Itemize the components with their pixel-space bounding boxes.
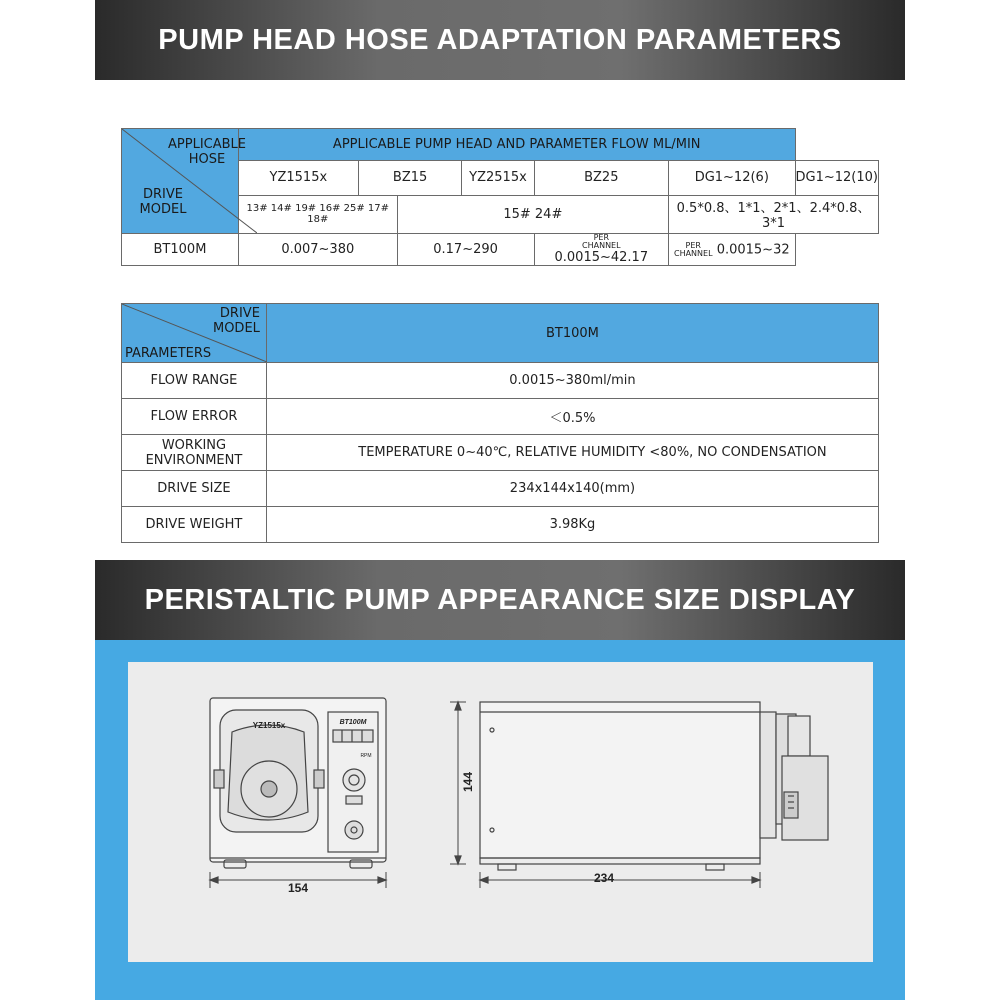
hose-cell: 0.5*0.8、1*1、2*1、2.4*0.8、3*1 bbox=[669, 195, 879, 233]
speed-dial-icon bbox=[343, 769, 365, 791]
banner-title: PUMP HEAD HOSE ADAPTATION PARAMETERS bbox=[158, 23, 842, 56]
per-channel-label: PER CHANNEL bbox=[673, 240, 713, 258]
corner-top-label: APPLICABLE HOSE bbox=[168, 137, 246, 167]
side-length-label: 234 bbox=[593, 871, 615, 885]
pump-head-cell: DG1~12(10) bbox=[795, 161, 878, 195]
flow-cell: 0.007~380 bbox=[238, 234, 397, 266]
param-value: 0.0015~380ml/min bbox=[266, 363, 878, 399]
front-width-label: 154 bbox=[287, 881, 309, 895]
param-label: FLOW ERROR bbox=[122, 399, 267, 435]
hose-cell: 15# 24# bbox=[397, 195, 668, 233]
hose-adaptation-table bbox=[121, 128, 879, 266]
pump-drawing-svg bbox=[128, 662, 873, 962]
parameters-table bbox=[121, 303, 879, 543]
per-channel-flow: 0.0015~32 bbox=[716, 242, 790, 257]
power-switch-icon bbox=[345, 821, 363, 839]
corner-bottom-label: DRIVE MODEL bbox=[139, 187, 187, 217]
param-label: DRIVE SIZE bbox=[122, 471, 267, 507]
param-value: TEMPERATURE 0~40℃, RELATIVE HUMIDITY <80%, NO CONDENSATION bbox=[266, 435, 878, 471]
flow-cell bbox=[534, 234, 669, 266]
table2-corner-cell bbox=[122, 304, 267, 363]
top-banner bbox=[95, 0, 905, 80]
param-value: 234x144x140(mm) bbox=[266, 471, 878, 507]
pump-head-cell: BZ15 bbox=[358, 161, 462, 195]
corner-bottom-label: PARAMETERS bbox=[125, 346, 212, 361]
corner-top-label: DRIVE MODEL bbox=[212, 306, 260, 336]
param-value: ＜0.5% bbox=[266, 399, 878, 435]
table1-header: APPLICABLE PUMP HEAD AND PARAMETER FLOW ML/MIN bbox=[238, 129, 795, 161]
per-channel-flow: 0.0015~42.17 bbox=[554, 250, 649, 265]
side-pump-head-shape bbox=[760, 712, 776, 838]
flow-cell: 0.17~290 bbox=[397, 234, 534, 266]
rpm-label: RPM bbox=[360, 753, 372, 759]
param-value: 3.98Kg bbox=[266, 507, 878, 543]
bottom-banner bbox=[95, 560, 905, 640]
knob-icon bbox=[261, 781, 277, 797]
flow-cell bbox=[669, 234, 795, 266]
table2-model-header: BT100M bbox=[266, 304, 878, 363]
hose-cell: 13# 14# 19# 16# 25# 17# 18# bbox=[238, 195, 397, 233]
row-model-cell: BT100M bbox=[122, 234, 239, 266]
table1-corner-cell bbox=[122, 129, 246, 234]
param-label: FLOW RANGE bbox=[122, 363, 267, 399]
display-icon bbox=[333, 730, 373, 742]
pump-head-cell: YZ2515x bbox=[462, 161, 534, 195]
param-label: DRIVE WEIGHT bbox=[122, 507, 267, 543]
per-channel-label: PER CHANNEL bbox=[582, 233, 621, 250]
front-view bbox=[210, 698, 386, 888]
banner-title: PERISTALTIC PUMP APPEARANCE SIZE DISPLAY bbox=[144, 583, 856, 616]
pump-label: YZ1515x bbox=[252, 721, 286, 730]
side-view bbox=[450, 702, 828, 888]
pump-head-cell: BZ25 bbox=[534, 161, 669, 195]
model-label: BT100M bbox=[339, 719, 367, 726]
pump-head-cell: DG1~12(6) bbox=[669, 161, 795, 195]
param-label: WORKING ENVIRONMENT bbox=[122, 435, 267, 471]
height-label: 144 bbox=[461, 771, 475, 793]
pump-head-cell: YZ1515x bbox=[238, 161, 358, 195]
dimension-drawing bbox=[128, 662, 873, 962]
